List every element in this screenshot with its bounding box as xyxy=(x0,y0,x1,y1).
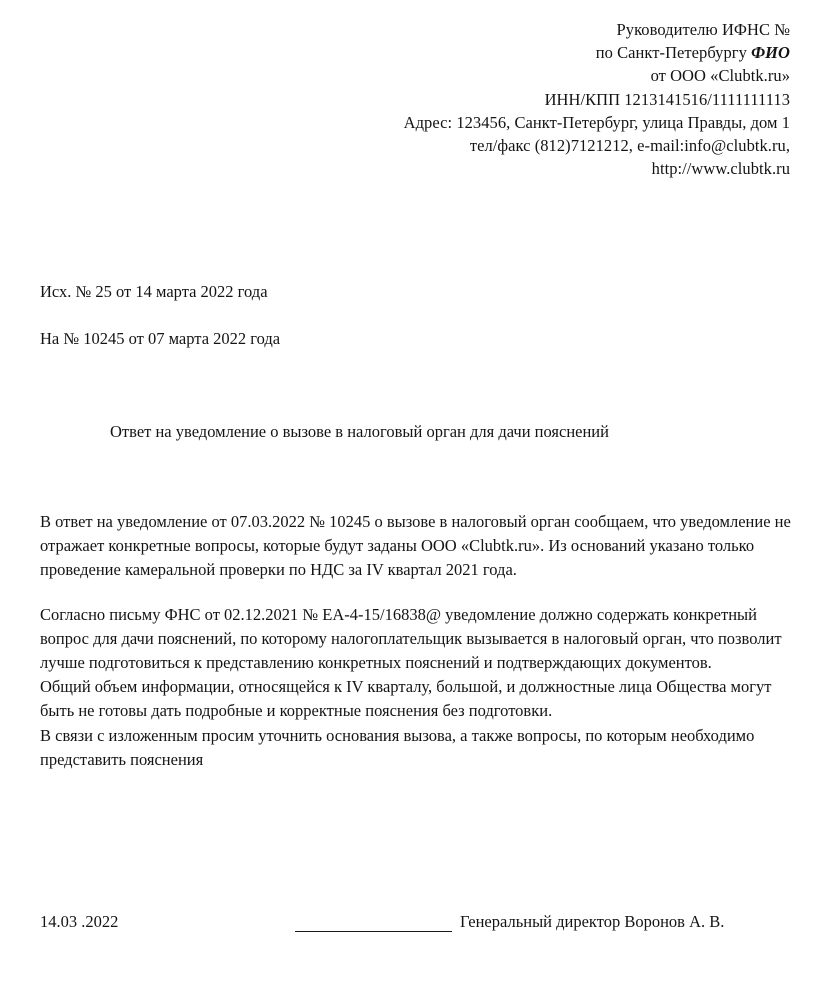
letterhead-line-website: http://www.clubtk.ru xyxy=(651,159,790,179)
body-paragraph-2: Согласно письму ФНС от 02.12.2021 № ЕА-4-15/16838@ уведомление должно содержать конкретный вопрос для дачи пояснений, по которому налогоплательщик вызывается в налоговый орган, что позволит лучше подготовиться к представлению конкретных пояснений и подтверждающих документов. xyxy=(40,604,782,673)
letterhead-line-inn-kpp: ИНН/КПП 1213141516/1111111113 xyxy=(544,89,790,109)
letterhead-block xyxy=(230,18,790,180)
signature-date: 14.03 .2022 xyxy=(40,912,119,931)
letterhead-line-authority: Руководителю ИФНС № xyxy=(616,20,790,39)
body-paragraph-1: В ответ на уведомление от 07.03.2022 № 10245 о вызове в налоговый орган сообщаем, что уведомление не отражает конкретные вопросы, которые будут заданы ООО «Clubtk.ru». Из оснований указано только проведение камеральной проверки по НДС за IV квартал 2021 года. xyxy=(40,512,791,580)
document-title: Ответ на уведомление о вызове в налоговый орган для дачи пояснений xyxy=(110,422,609,441)
letterhead-line-company: от ООО «Clubtk.ru» xyxy=(650,66,790,86)
letterhead-city-text: по Санкт-Петербургу xyxy=(595,43,752,63)
body-paragraph-4: В связи с изложенным просим уточнить основания вызова, а также вопросы, по которым необходимо представить пояснения xyxy=(40,725,755,769)
reference-block xyxy=(40,281,280,350)
incoming-reference: На № 10245 от 07 марта 2022 года xyxy=(40,329,281,348)
signature-block xyxy=(40,910,792,940)
body-paragraph-3: Общий объем информации, относящейся к IV кварталу, большой, и должностные лица Общества могут быть не готовы дать подробные и корректные пояснения без подготовки. xyxy=(40,677,772,721)
letterhead-line-address: Адрес: 123456, Санкт-Петербург, улица Правды, дом 1 xyxy=(403,112,790,132)
letterhead-line-city xyxy=(230,41,790,64)
letterhead-line-phone-email: тел/факс (812)7121212, e-mail:info@clubtk.ru, xyxy=(469,136,790,156)
signature-line xyxy=(295,931,452,932)
outgoing-reference: Исх. № 25 от 14 марта 2022 года xyxy=(40,282,268,301)
document-body xyxy=(40,510,792,772)
signatory-name: Генеральный директор Воронов А. В. xyxy=(460,912,725,931)
letterhead-fio-placeholder: ФИО xyxy=(751,43,790,63)
